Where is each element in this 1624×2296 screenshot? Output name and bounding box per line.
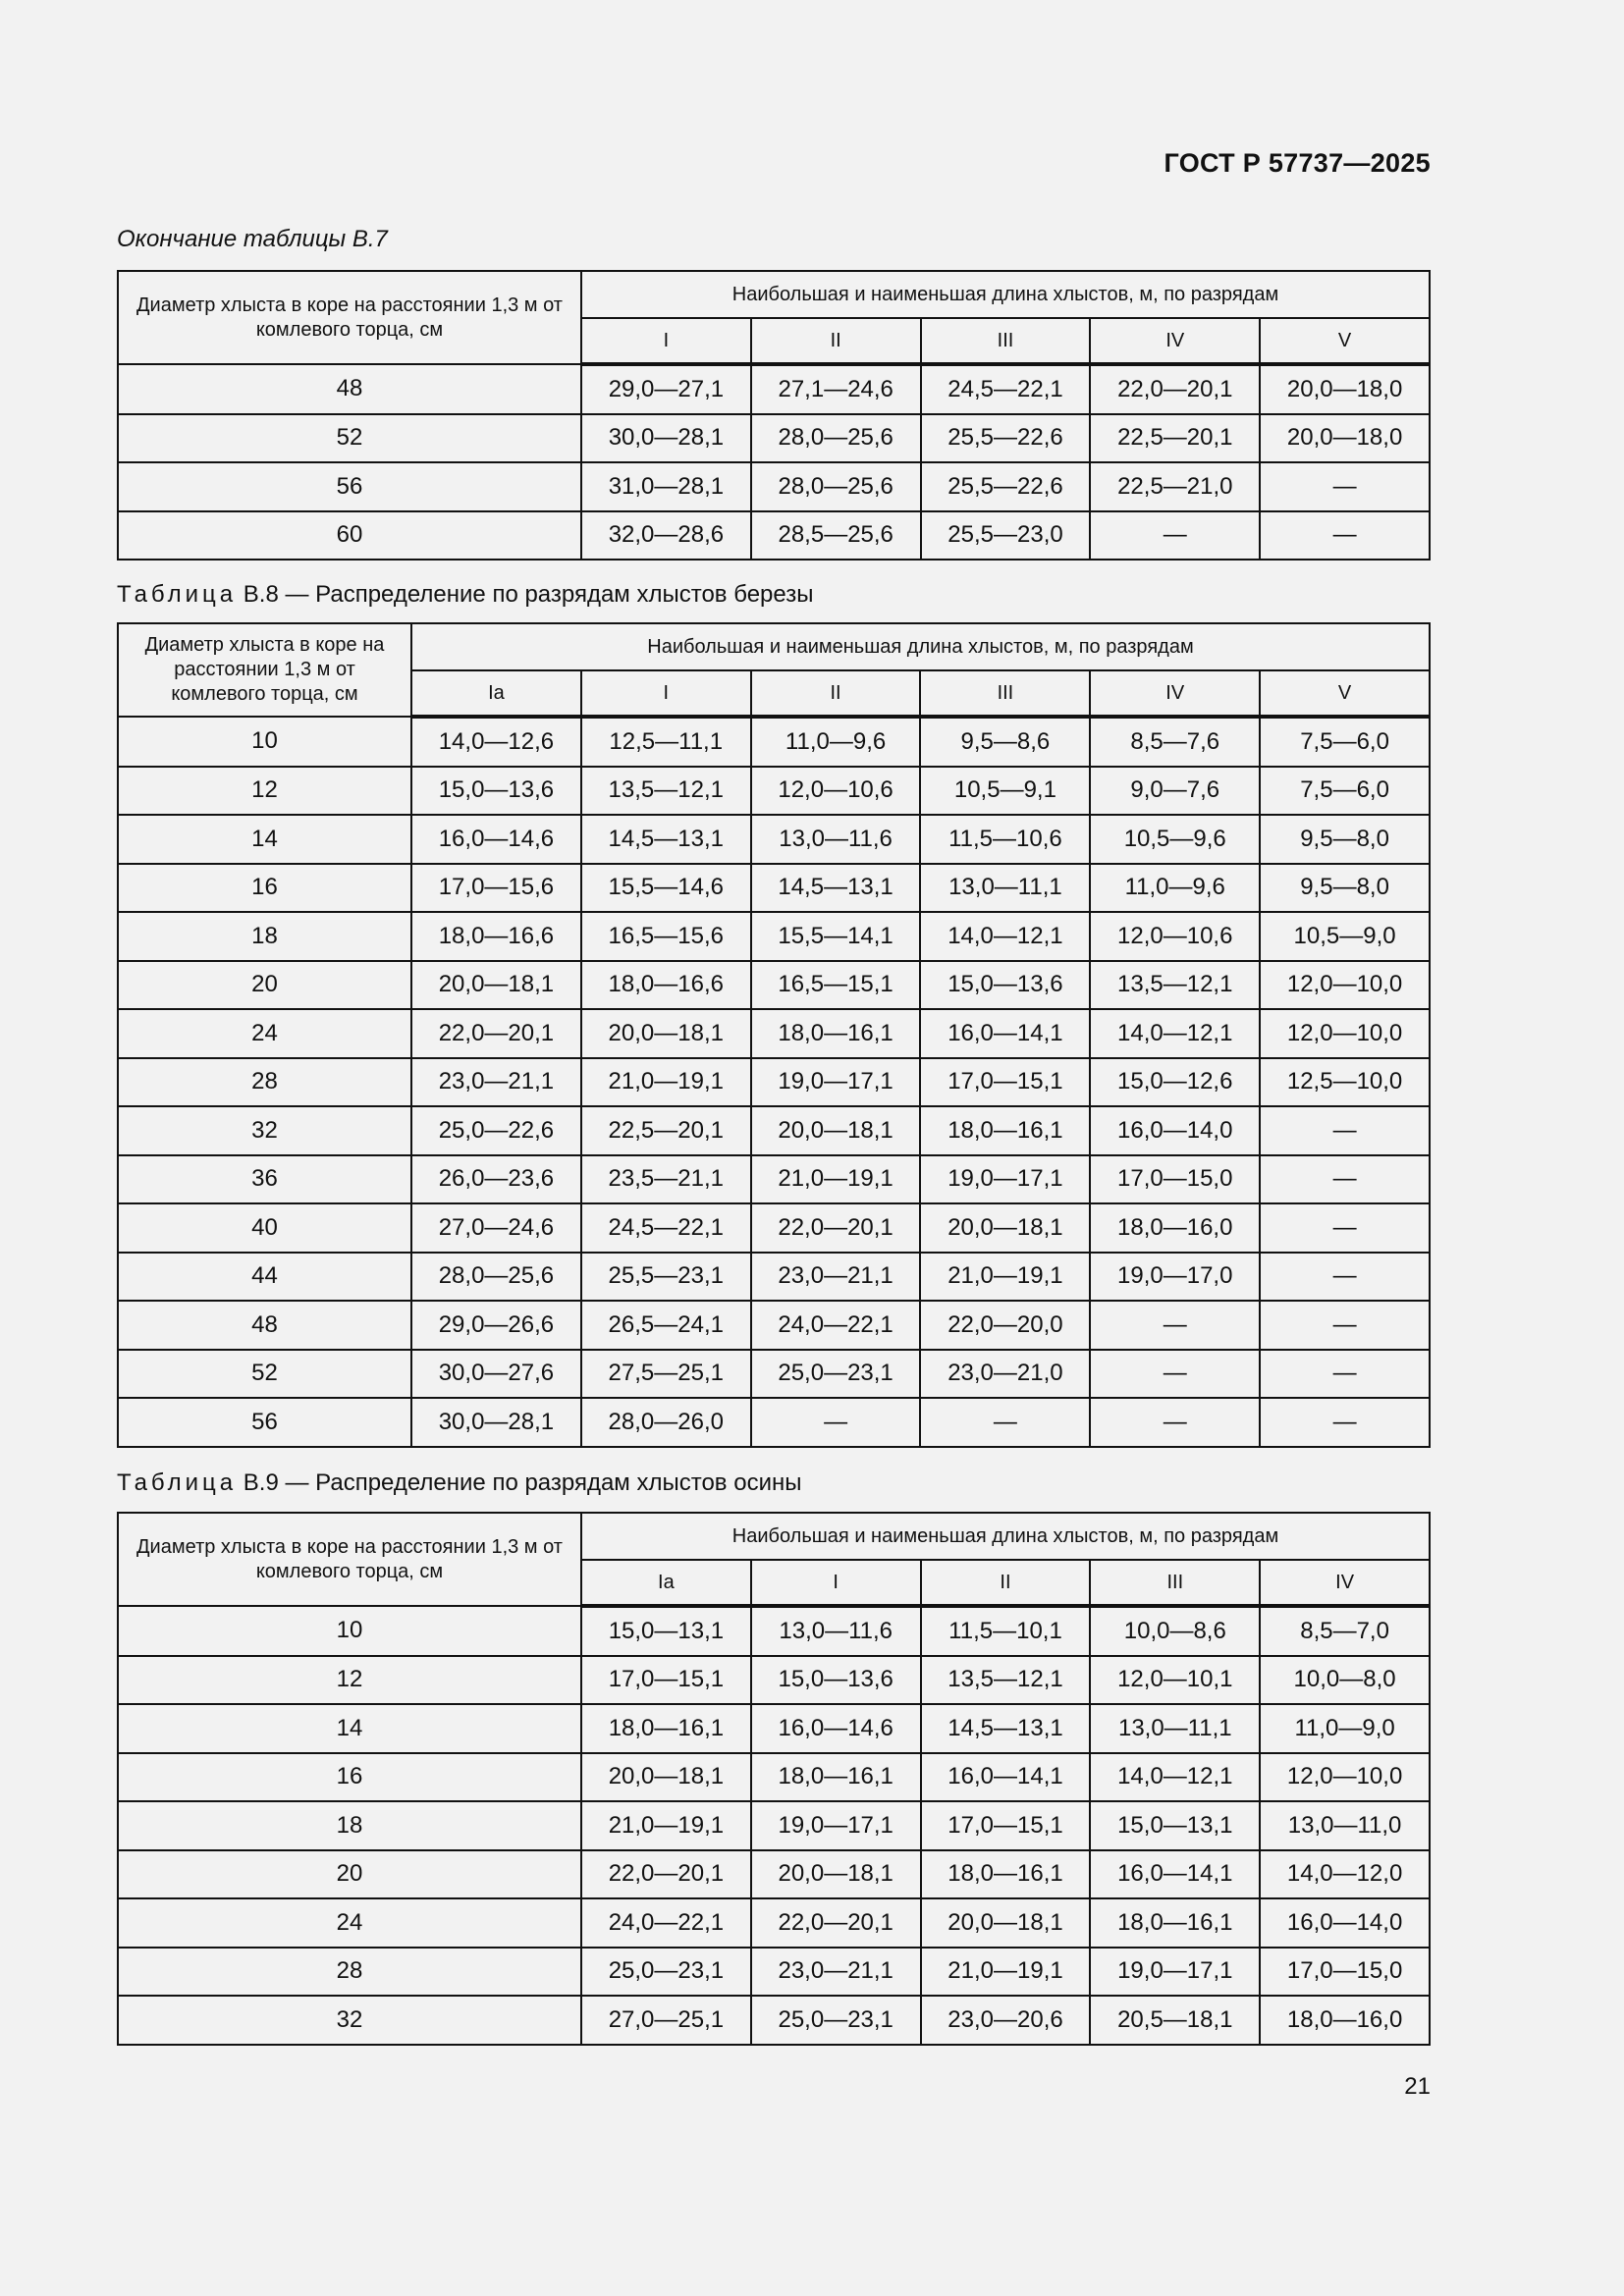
length-range-cell: 10,5—9,1 bbox=[920, 767, 1090, 816]
length-range-cell: 13,5—12,1 bbox=[921, 1656, 1091, 1705]
grade-header: III bbox=[921, 318, 1091, 364]
length-group-header: Наибольшая и наименьшая длина хлыстов, м, по разрядам bbox=[581, 1513, 1430, 1560]
length-range-cell: 22,0—20,0 bbox=[920, 1301, 1090, 1350]
length-range-cell: — bbox=[1090, 511, 1260, 561]
length-range-cell: 8,5—7,6 bbox=[1090, 717, 1260, 767]
table-row bbox=[118, 1606, 1430, 1656]
grade-header: I bbox=[751, 1560, 921, 1606]
length-range-cell: 19,0—17,1 bbox=[751, 1058, 921, 1107]
length-range-cell: 18,0—16,1 bbox=[1090, 1898, 1260, 1948]
length-range-cell: 16,0—14,1 bbox=[1090, 1850, 1260, 1899]
table-row bbox=[118, 1203, 1430, 1253]
length-range-cell: — bbox=[920, 1398, 1090, 1447]
length-range-cell: 13,0—11,1 bbox=[1090, 1704, 1260, 1753]
table-row bbox=[118, 1253, 1430, 1302]
length-range-cell: 24,5—22,1 bbox=[921, 364, 1091, 414]
grade-header: V bbox=[1260, 318, 1430, 364]
table-row bbox=[118, 1948, 1430, 1997]
table-row bbox=[118, 462, 1430, 511]
length-range-cell: 13,0—11,6 bbox=[751, 815, 921, 864]
length-range-cell: 12,5—10,0 bbox=[1260, 1058, 1430, 1107]
length-range-cell: 11,5—10,1 bbox=[921, 1606, 1091, 1656]
length-range-cell: 17,0—15,0 bbox=[1260, 1948, 1430, 1997]
diameter-cell: 20 bbox=[118, 1850, 581, 1899]
length-range-cell: 12,0—10,0 bbox=[1260, 1753, 1430, 1802]
table-row bbox=[118, 414, 1430, 463]
table-row bbox=[118, 767, 1430, 816]
length-range-cell: — bbox=[1260, 462, 1430, 511]
table-title: В.8 — Распределение по разрядам хлыстов березы bbox=[237, 581, 814, 608]
length-range-cell: 10,5—9,6 bbox=[1090, 815, 1260, 864]
diameter-cell: 12 bbox=[118, 1656, 581, 1705]
diameter-cell: 20 bbox=[118, 961, 411, 1010]
table-row bbox=[118, 1301, 1430, 1350]
length-range-cell: 17,0—15,0 bbox=[1090, 1155, 1260, 1204]
diameter-cell: 48 bbox=[118, 1301, 411, 1350]
length-range-cell: 22,0—20,1 bbox=[751, 1203, 921, 1253]
length-range-cell: 27,0—24,6 bbox=[411, 1203, 581, 1253]
length-range-cell: — bbox=[1090, 1301, 1260, 1350]
length-range-cell: 19,0—17,1 bbox=[920, 1155, 1090, 1204]
length-range-cell: 10,0—8,6 bbox=[1090, 1606, 1260, 1656]
length-range-cell: 14,5—13,1 bbox=[751, 864, 921, 913]
length-range-cell: 25,0—23,1 bbox=[581, 1948, 751, 1997]
length-range-cell: 9,5—8,6 bbox=[920, 717, 1090, 767]
length-range-cell: — bbox=[1260, 511, 1430, 561]
length-range-cell: 24,0—22,1 bbox=[751, 1301, 921, 1350]
diameter-cell: 14 bbox=[118, 815, 411, 864]
table-row bbox=[118, 364, 1430, 414]
length-range-cell: 16,0—14,6 bbox=[411, 815, 581, 864]
length-range-cell: 28,0—26,0 bbox=[581, 1398, 751, 1447]
diameter-cell: 24 bbox=[118, 1009, 411, 1058]
diameter-cell: 28 bbox=[118, 1058, 411, 1107]
length-range-cell: 27,0—25,1 bbox=[581, 1996, 751, 2045]
table-row bbox=[118, 1106, 1430, 1155]
table-b8 bbox=[117, 622, 1431, 1448]
length-range-cell: 7,5—6,0 bbox=[1260, 767, 1430, 816]
length-range-cell: 25,5—22,6 bbox=[921, 414, 1091, 463]
length-range-cell: 12,0—10,0 bbox=[1260, 961, 1430, 1010]
diameter-cell: 16 bbox=[118, 864, 411, 913]
length-range-cell: 21,0—19,1 bbox=[581, 1058, 751, 1107]
length-range-cell: 18,0—16,1 bbox=[751, 1009, 921, 1058]
length-range-cell: 18,0—16,0 bbox=[1090, 1203, 1260, 1253]
length-range-cell: 26,0—23,6 bbox=[411, 1155, 581, 1204]
length-range-cell: 17,0—15,1 bbox=[581, 1656, 751, 1705]
length-range-cell: 11,5—10,6 bbox=[920, 815, 1090, 864]
grade-header: IV bbox=[1260, 1560, 1430, 1606]
table-row bbox=[118, 717, 1430, 767]
length-range-cell: 23,0—21,1 bbox=[751, 1948, 921, 1997]
table-row bbox=[118, 1155, 1430, 1204]
grade-header: Iа bbox=[411, 670, 581, 717]
table-row bbox=[118, 1801, 1430, 1850]
table-b7-caption: Окончание таблицы В.7 bbox=[117, 226, 388, 252]
length-range-cell: 30,0—27,6 bbox=[411, 1350, 581, 1399]
table-title: В.9 — Распределение по разрядам хлыстов осины bbox=[237, 1469, 802, 1496]
table-row bbox=[118, 1350, 1430, 1399]
length-range-cell: 22,5—21,0 bbox=[1090, 462, 1260, 511]
diameter-cell: 12 bbox=[118, 767, 411, 816]
length-range-cell: 22,0—20,1 bbox=[1090, 364, 1260, 414]
diameter-cell: 16 bbox=[118, 1753, 581, 1802]
length-range-cell: 20,0—18,1 bbox=[411, 961, 581, 1010]
table-row bbox=[118, 815, 1430, 864]
length-range-cell: 15,0—13,1 bbox=[1090, 1801, 1260, 1850]
length-range-cell: 18,0—16,0 bbox=[1260, 1996, 1430, 2045]
length-range-cell: 20,0—18,0 bbox=[1260, 364, 1430, 414]
length-range-cell: 14,0—12,1 bbox=[920, 912, 1090, 961]
length-range-cell: 22,5—20,1 bbox=[581, 1106, 751, 1155]
diameter-cell: 60 bbox=[118, 511, 581, 561]
length-range-cell: 23,0—20,6 bbox=[921, 1996, 1091, 2045]
length-range-cell: 19,0—17,0 bbox=[1090, 1253, 1260, 1302]
length-range-cell: 16,0—14,1 bbox=[921, 1753, 1091, 1802]
length-range-cell: 16,0—14,0 bbox=[1090, 1106, 1260, 1155]
length-range-cell: 22,0—20,1 bbox=[411, 1009, 581, 1058]
length-range-cell: — bbox=[751, 1398, 921, 1447]
diameter-cell: 48 bbox=[118, 364, 581, 414]
length-range-cell: 25,5—22,6 bbox=[921, 462, 1091, 511]
grade-header: IV bbox=[1090, 318, 1260, 364]
length-range-cell: 18,0—16,6 bbox=[411, 912, 581, 961]
length-range-cell: 23,5—21,1 bbox=[581, 1155, 751, 1204]
length-range-cell: 14,5—13,1 bbox=[921, 1704, 1091, 1753]
length-range-cell: 14,0—12,1 bbox=[1090, 1753, 1260, 1802]
length-range-cell: 7,5—6,0 bbox=[1260, 717, 1430, 767]
length-range-cell: 28,0—25,6 bbox=[751, 414, 921, 463]
length-range-cell: 30,0—28,1 bbox=[581, 414, 751, 463]
length-range-cell: 15,5—14,6 bbox=[581, 864, 751, 913]
grade-header: IV bbox=[1090, 670, 1260, 717]
length-range-cell: 22,5—20,1 bbox=[1090, 414, 1260, 463]
length-range-cell: 12,5—11,1 bbox=[581, 717, 751, 767]
diameter-cell: 14 bbox=[118, 1704, 581, 1753]
grade-header: II bbox=[921, 1560, 1091, 1606]
length-range-cell: 14,0—12,6 bbox=[411, 717, 581, 767]
length-range-cell: 23,0—21,0 bbox=[920, 1350, 1090, 1399]
length-range-cell: 25,0—22,6 bbox=[411, 1106, 581, 1155]
length-range-cell: 12,0—10,0 bbox=[1260, 1009, 1430, 1058]
table-row bbox=[118, 1850, 1430, 1899]
length-range-cell: 17,0—15,1 bbox=[920, 1058, 1090, 1107]
length-range-cell: 29,0—26,6 bbox=[411, 1301, 581, 1350]
diameter-cell: 36 bbox=[118, 1155, 411, 1204]
length-range-cell: 25,5—23,0 bbox=[921, 511, 1091, 561]
diameter-cell: 18 bbox=[118, 1801, 581, 1850]
length-range-cell: 14,0—12,0 bbox=[1260, 1850, 1430, 1899]
grade-header: II bbox=[751, 670, 921, 717]
diameter-cell: 56 bbox=[118, 462, 581, 511]
grade-header: II bbox=[751, 318, 921, 364]
length-range-cell: 11,0—9,0 bbox=[1260, 1704, 1430, 1753]
diameter-column-header: Диаметр хлыста в коре на расстоянии 1,3 м от комлевого торца, см bbox=[118, 623, 411, 717]
length-range-cell: 16,5—15,6 bbox=[581, 912, 751, 961]
length-range-cell: 19,0—17,1 bbox=[1090, 1948, 1260, 1997]
length-range-cell: 18,0—16,1 bbox=[751, 1753, 921, 1802]
length-range-cell: 13,0—11,1 bbox=[920, 864, 1090, 913]
diameter-cell: 56 bbox=[118, 1398, 411, 1447]
diameter-column-header: Диаметр хлыста в коре на расстоянии 1,3 м от комлевого торца, см bbox=[118, 1513, 581, 1606]
diameter-column-header: Диаметр хлыста в коре на расстоянии 1,3 м от комлевого торца, см bbox=[118, 271, 581, 364]
length-range-cell: 18,0—16,6 bbox=[581, 961, 751, 1010]
length-range-cell: 15,0—12,6 bbox=[1090, 1058, 1260, 1107]
table-row bbox=[118, 1753, 1430, 1802]
table-row bbox=[118, 912, 1430, 961]
table-row bbox=[118, 1656, 1430, 1705]
length-range-cell: 12,0—10,6 bbox=[1090, 912, 1260, 961]
length-range-cell: — bbox=[1260, 1350, 1430, 1399]
length-range-cell: 18,0—16,1 bbox=[920, 1106, 1090, 1155]
diameter-cell: 32 bbox=[118, 1106, 411, 1155]
length-range-cell: 10,0—8,0 bbox=[1260, 1656, 1430, 1705]
length-range-cell: 21,0—19,1 bbox=[581, 1801, 751, 1850]
length-range-cell: — bbox=[1260, 1106, 1430, 1155]
table-b8-caption bbox=[117, 581, 813, 609]
grade-header: V bbox=[1260, 670, 1430, 717]
diameter-cell: 32 bbox=[118, 1996, 581, 2045]
length-range-cell: 21,0—19,1 bbox=[920, 1253, 1090, 1302]
length-range-cell: 26,5—24,1 bbox=[581, 1301, 751, 1350]
length-range-cell: 28,0—25,6 bbox=[751, 462, 921, 511]
grade-header: III bbox=[920, 670, 1090, 717]
table-b9 bbox=[117, 1512, 1431, 2046]
length-range-cell: 15,5—14,1 bbox=[751, 912, 921, 961]
length-range-cell: 15,0—13,6 bbox=[411, 767, 581, 816]
length-range-cell: 15,0—13,1 bbox=[581, 1606, 751, 1656]
diameter-cell: 44 bbox=[118, 1253, 411, 1302]
length-range-cell: — bbox=[1260, 1301, 1430, 1350]
length-range-cell: 16,0—14,1 bbox=[920, 1009, 1090, 1058]
table-row bbox=[118, 1996, 1430, 2045]
length-group-header: Наибольшая и наименьшая длина хлыстов, м, по разрядам bbox=[581, 271, 1430, 318]
length-range-cell: 20,0—18,1 bbox=[751, 1850, 921, 1899]
length-range-cell: 22,0—20,1 bbox=[581, 1850, 751, 1899]
diameter-cell: 18 bbox=[118, 912, 411, 961]
length-group-header: Наибольшая и наименьшая длина хлыстов, м, по разрядам bbox=[411, 623, 1430, 670]
table-row bbox=[118, 1398, 1430, 1447]
diameter-cell: 52 bbox=[118, 414, 581, 463]
length-range-cell: 8,5—7,0 bbox=[1260, 1606, 1430, 1656]
length-range-cell: 19,0—17,1 bbox=[751, 1801, 921, 1850]
length-range-cell: 22,0—20,1 bbox=[751, 1898, 921, 1948]
length-range-cell: 20,0—18,1 bbox=[920, 1203, 1090, 1253]
length-range-cell: 21,0—19,1 bbox=[751, 1155, 921, 1204]
grade-header: III bbox=[1090, 1560, 1260, 1606]
diameter-cell: 24 bbox=[118, 1898, 581, 1948]
length-range-cell: 25,0—23,1 bbox=[751, 1996, 921, 2045]
length-range-cell: 12,0—10,6 bbox=[751, 767, 921, 816]
diameter-cell: 40 bbox=[118, 1203, 411, 1253]
length-range-cell: 23,0—21,1 bbox=[411, 1058, 581, 1107]
diameter-cell: 52 bbox=[118, 1350, 411, 1399]
length-range-cell: 13,0—11,6 bbox=[751, 1606, 921, 1656]
length-range-cell: 16,0—14,6 bbox=[751, 1704, 921, 1753]
length-range-cell: 20,0—18,1 bbox=[581, 1753, 751, 1802]
table-row bbox=[118, 511, 1430, 561]
length-range-cell: 20,5—18,1 bbox=[1090, 1996, 1260, 2045]
length-range-cell: 17,0—15,1 bbox=[921, 1801, 1091, 1850]
length-range-cell: 16,5—15,1 bbox=[751, 961, 921, 1010]
table-b9-caption bbox=[117, 1469, 801, 1497]
length-range-cell: 14,5—13,1 bbox=[581, 815, 751, 864]
diameter-cell: 10 bbox=[118, 1606, 581, 1656]
length-range-cell: 11,0—9,6 bbox=[751, 717, 921, 767]
length-range-cell: 18,0—16,1 bbox=[921, 1850, 1091, 1899]
document-code: ГОСТ Р 57737—2025 bbox=[1164, 148, 1431, 178]
length-range-cell: 13,5—12,1 bbox=[1090, 961, 1260, 1010]
length-range-cell: 15,0—13,6 bbox=[751, 1656, 921, 1705]
length-range-cell: 31,0—28,1 bbox=[581, 462, 751, 511]
length-range-cell: 9,0—7,6 bbox=[1090, 767, 1260, 816]
length-range-cell: 9,5—8,0 bbox=[1260, 815, 1430, 864]
length-range-cell: 12,0—10,1 bbox=[1090, 1656, 1260, 1705]
grade-header: I bbox=[581, 318, 751, 364]
table-row bbox=[118, 961, 1430, 1010]
length-range-cell: 24,0—22,1 bbox=[581, 1898, 751, 1948]
diameter-cell: 28 bbox=[118, 1948, 581, 1997]
diameter-cell: 10 bbox=[118, 717, 411, 767]
table-label: Таблица bbox=[117, 581, 238, 608]
table-b7 bbox=[117, 270, 1431, 561]
length-range-cell: 13,0—11,0 bbox=[1260, 1801, 1430, 1850]
grade-header: Iа bbox=[581, 1560, 751, 1606]
length-range-cell: 24,5—22,1 bbox=[581, 1203, 751, 1253]
length-range-cell: — bbox=[1260, 1155, 1430, 1204]
length-range-cell: 20,0—18,1 bbox=[921, 1898, 1091, 1948]
length-range-cell: 25,0—23,1 bbox=[751, 1350, 921, 1399]
length-range-cell: 28,5—25,6 bbox=[751, 511, 921, 561]
grade-header: I bbox=[581, 670, 751, 717]
table-row bbox=[118, 1058, 1430, 1107]
length-range-cell: 18,0—16,1 bbox=[581, 1704, 751, 1753]
length-range-cell: 20,0—18,0 bbox=[1260, 414, 1430, 463]
length-range-cell: 17,0—15,6 bbox=[411, 864, 581, 913]
length-range-cell: 32,0—28,6 bbox=[581, 511, 751, 561]
length-range-cell: 20,0—18,1 bbox=[751, 1106, 921, 1155]
length-range-cell: 28,0—25,6 bbox=[411, 1253, 581, 1302]
length-range-cell: 21,0—19,1 bbox=[921, 1948, 1091, 1997]
length-range-cell: 29,0—27,1 bbox=[581, 364, 751, 414]
table-row bbox=[118, 1704, 1430, 1753]
length-range-cell: — bbox=[1090, 1350, 1260, 1399]
length-range-cell: 14,0—12,1 bbox=[1090, 1009, 1260, 1058]
length-range-cell: 23,0—21,1 bbox=[751, 1253, 921, 1302]
table-row bbox=[118, 1009, 1430, 1058]
page-number: 21 bbox=[1404, 2073, 1431, 2100]
length-range-cell: — bbox=[1090, 1398, 1260, 1447]
length-range-cell: 9,5—8,0 bbox=[1260, 864, 1430, 913]
length-range-cell: 11,0—9,6 bbox=[1090, 864, 1260, 913]
table-label: Таблица bbox=[117, 1469, 238, 1496]
length-range-cell: 25,5—23,1 bbox=[581, 1253, 751, 1302]
table-row bbox=[118, 864, 1430, 913]
length-range-cell: — bbox=[1260, 1398, 1430, 1447]
length-range-cell: 27,5—25,1 bbox=[581, 1350, 751, 1399]
length-range-cell: — bbox=[1260, 1203, 1430, 1253]
table-row bbox=[118, 1898, 1430, 1948]
length-range-cell: 27,1—24,6 bbox=[751, 364, 921, 414]
length-range-cell: 20,0—18,1 bbox=[581, 1009, 751, 1058]
length-range-cell: — bbox=[1260, 1253, 1430, 1302]
length-range-cell: 30,0—28,1 bbox=[411, 1398, 581, 1447]
length-range-cell: 13,5—12,1 bbox=[581, 767, 751, 816]
length-range-cell: 16,0—14,0 bbox=[1260, 1898, 1430, 1948]
length-range-cell: 10,5—9,0 bbox=[1260, 912, 1430, 961]
length-range-cell: 15,0—13,6 bbox=[920, 961, 1090, 1010]
